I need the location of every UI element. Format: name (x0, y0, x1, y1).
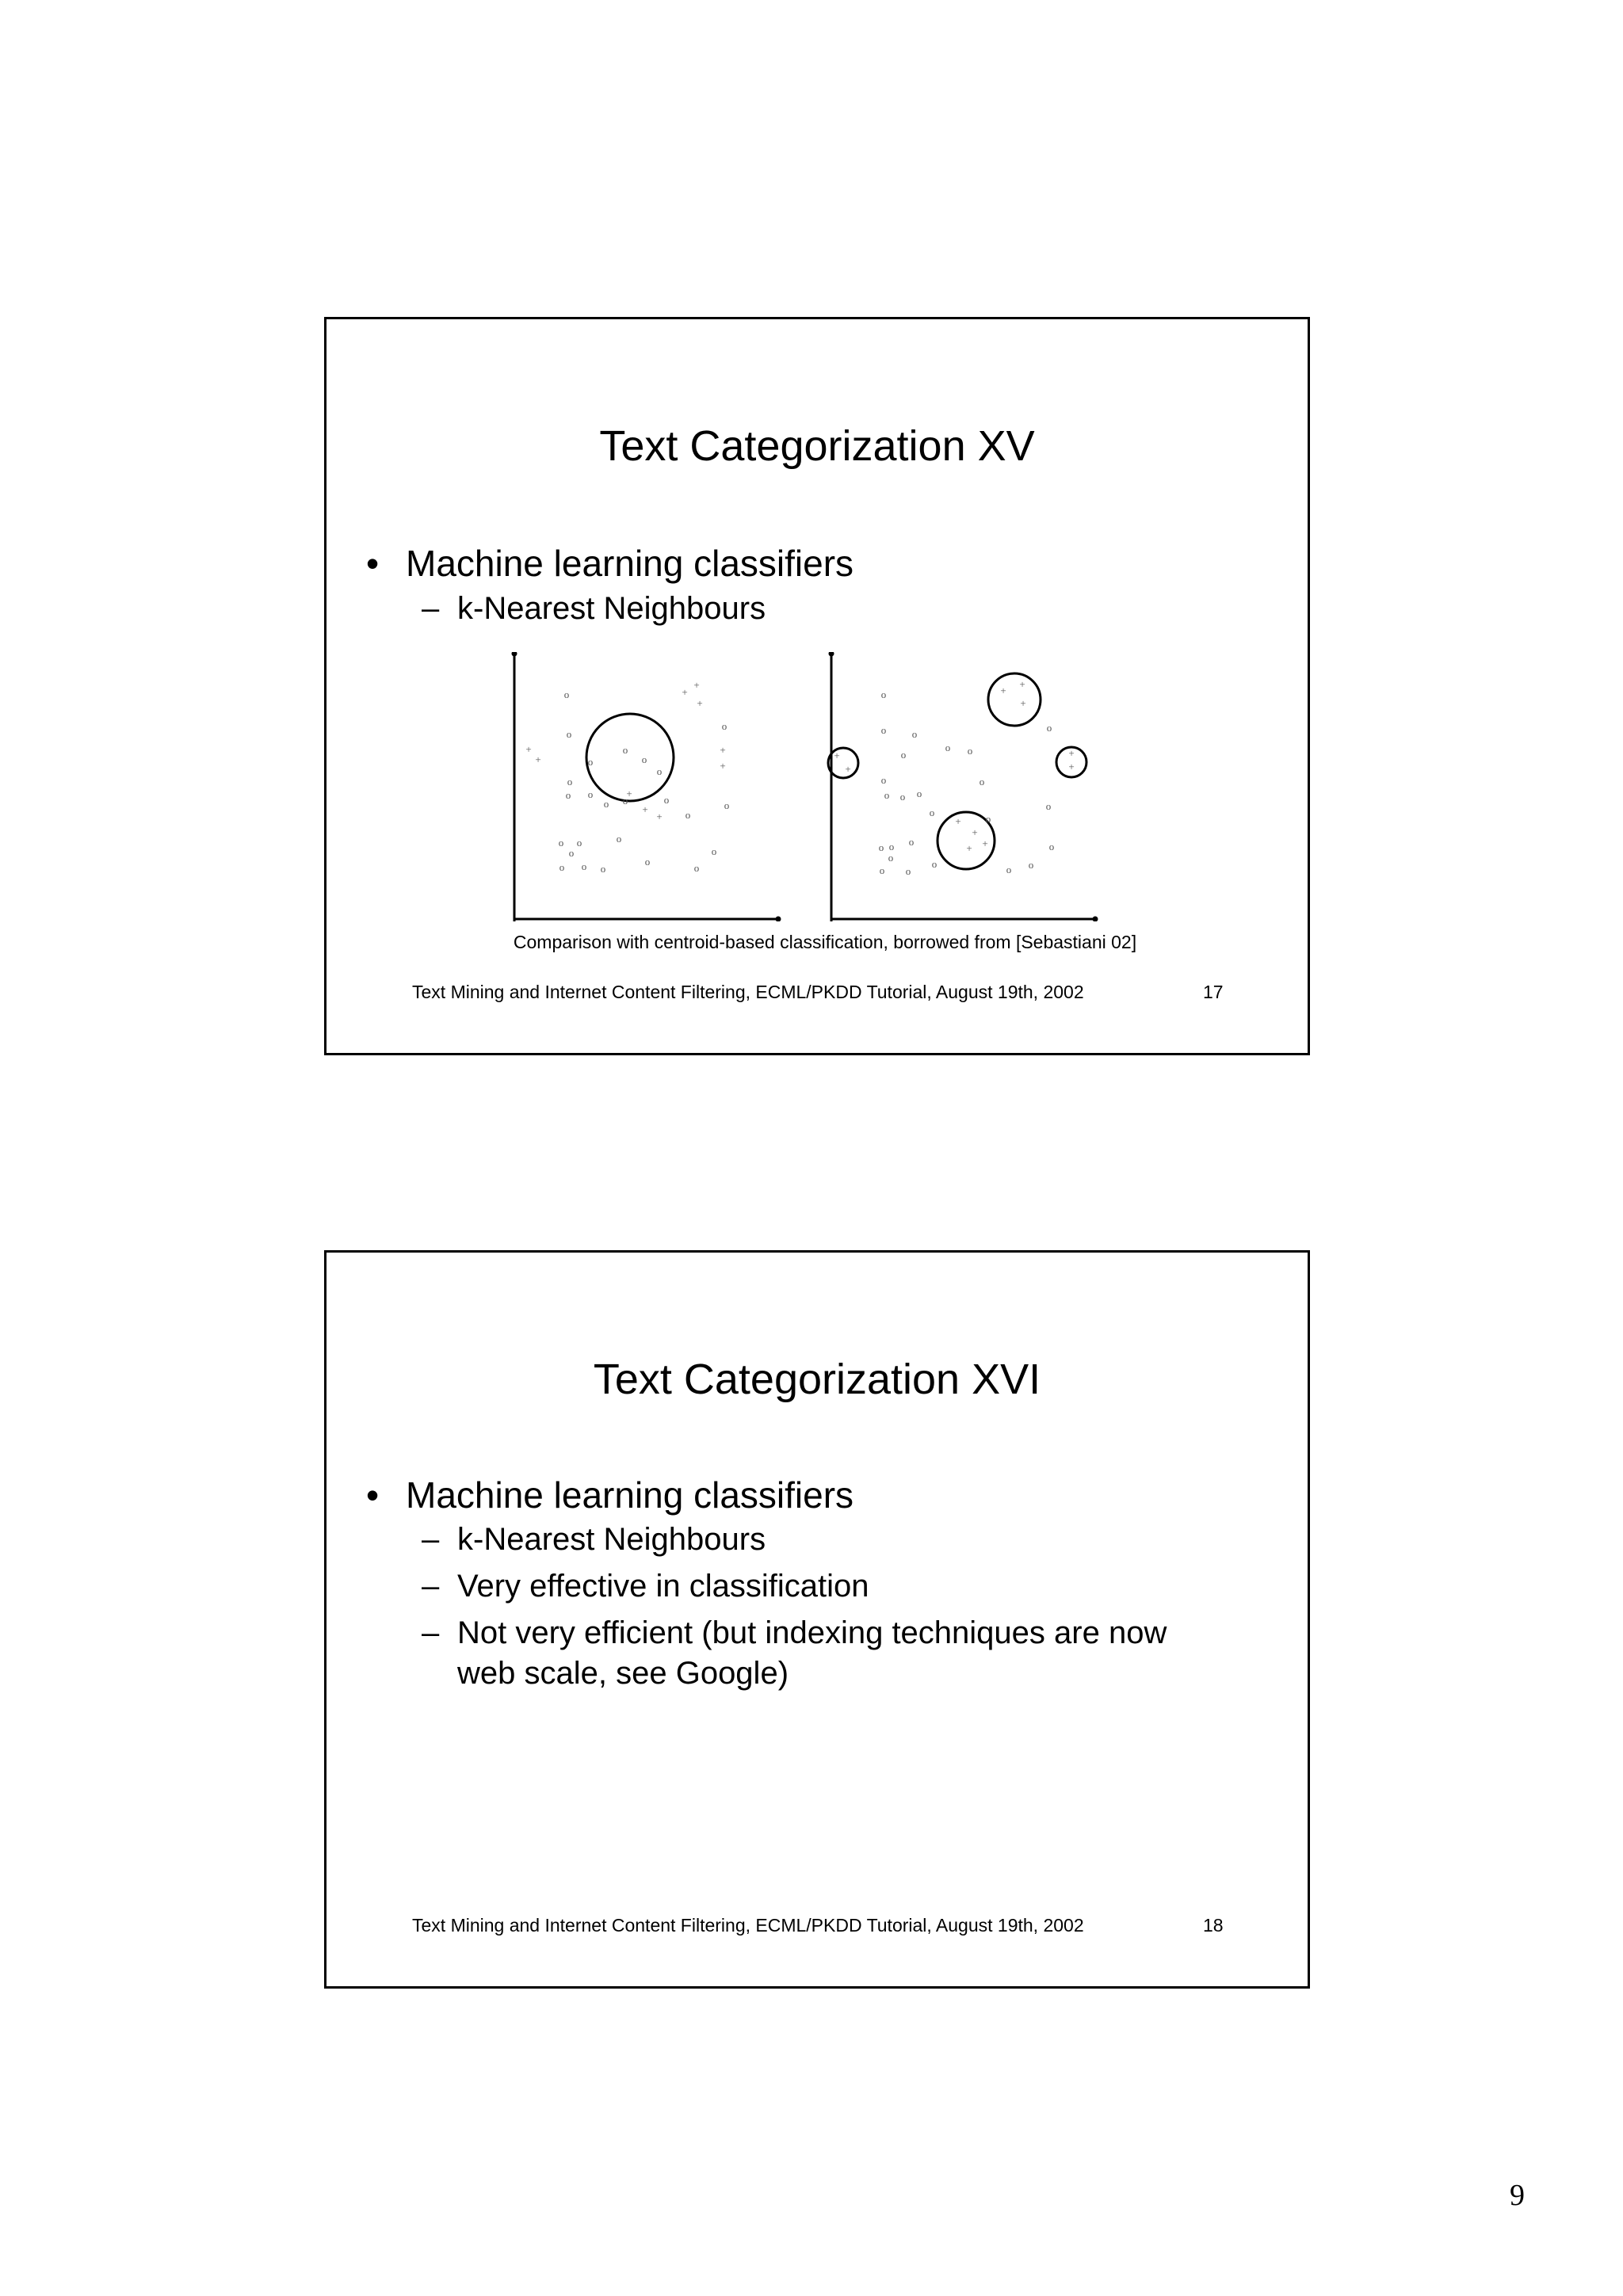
svg-text:o: o (622, 795, 628, 807)
slide-number: 17 (1203, 982, 1224, 1002)
svg-text:o: o (600, 863, 606, 875)
svg-text:o: o (888, 852, 894, 864)
slide-footer: Text Mining and Internet Content Filtering, ECML/PKDD Tutorial, August 19th, 2002 (412, 982, 1084, 1002)
svg-text:o: o (644, 856, 651, 868)
knn-figure-svg (497, 652, 1147, 921)
svg-text:o: o (663, 794, 670, 806)
svg-text:+: + (656, 810, 663, 822)
sub-bullet-item (422, 1563, 869, 1609)
svg-text:+: + (955, 815, 961, 827)
svg-text:o: o (685, 809, 691, 821)
svg-text:+: + (682, 686, 688, 698)
neighbour-circle (828, 748, 858, 778)
svg-text:+: + (693, 679, 700, 691)
knn-comparison-figure (497, 652, 1147, 925)
svg-text:o: o (566, 728, 572, 740)
svg-text:+: + (982, 837, 988, 849)
svg-text:o: o (911, 728, 918, 740)
svg-text:o: o (1046, 722, 1052, 734)
svg-text:o: o (568, 847, 575, 859)
dash-marker: – (422, 1522, 440, 1557)
svg-text:+: + (535, 753, 541, 765)
bullet-marker: • (366, 543, 380, 584)
slide-footer: Text Mining and Internet Content Filtering, ECML/PKDD Tutorial, August 19th, 2002 (412, 1915, 1084, 1936)
dash-marker: – (422, 1569, 440, 1604)
svg-text:o: o (1045, 800, 1052, 812)
svg-text:+: + (720, 744, 726, 756)
svg-text:o: o (558, 837, 564, 849)
slide-title: Text Categorization XVI (593, 1356, 1041, 1403)
svg-text:+: + (845, 763, 851, 775)
svg-text:+: + (1068, 761, 1075, 772)
svg-text:o: o (880, 774, 887, 786)
svg-text:o: o (616, 833, 622, 845)
svg-text:o: o (985, 813, 991, 825)
svg-text:o: o (888, 841, 895, 852)
sub-bullet-text: k-Nearest Neighbours (457, 591, 766, 626)
figure-graphics (513, 652, 1097, 921)
sub-bullet-text: web scale, see Google) (457, 1656, 789, 1691)
svg-text:o: o (1006, 864, 1012, 875)
svg-text:+: + (525, 743, 532, 755)
svg-text:o: o (1028, 859, 1034, 871)
svg-text:o: o (656, 765, 663, 777)
bullet-text: Machine learning classifiers (406, 543, 854, 584)
svg-text:+: + (1068, 747, 1075, 759)
svg-text:o: o (567, 776, 573, 788)
svg-text:o: o (905, 865, 911, 877)
svg-text:+: + (834, 749, 840, 761)
svg-text:o: o (693, 862, 700, 874)
neighbour-circle (988, 673, 1041, 726)
bullet-text: Machine learning classifiers (406, 1474, 854, 1516)
svg-text:o: o (587, 756, 594, 768)
sub-bullet-item (422, 585, 766, 631)
svg-text:o: o (884, 789, 890, 801)
svg-text:o: o (1048, 841, 1055, 852)
sub-bullet-continuation (457, 1650, 789, 1696)
sub-bullet-text: Not very efficient (but indexing techniques are now (457, 1615, 1167, 1650)
svg-text:o: o (908, 836, 915, 848)
svg-text:+: + (1020, 697, 1026, 709)
svg-text:+: + (697, 697, 703, 709)
svg-text:o: o (931, 858, 938, 870)
svg-text:+: + (720, 760, 726, 772)
slide-title: Text Categorization XV (599, 422, 1035, 470)
svg-text:+: + (972, 826, 978, 838)
sub-bullet-text: k-Nearest Neighbours (457, 1522, 766, 1557)
dash-marker: – (422, 1615, 440, 1650)
svg-text:o: o (878, 841, 884, 853)
bullet-item (366, 543, 854, 584)
svg-text:+: + (626, 788, 632, 799)
svg-text:o: o (559, 861, 565, 873)
slide-number: 18 (1203, 1915, 1224, 1936)
svg-text:o: o (724, 799, 730, 811)
svg-text:o: o (979, 776, 985, 788)
slide-18 (324, 1250, 1310, 1989)
bullet-marker: • (366, 1474, 380, 1516)
svg-text:o: o (899, 791, 906, 803)
dash-marker: – (422, 591, 440, 626)
svg-text:+: + (1019, 678, 1025, 690)
slide-17 (324, 317, 1310, 1055)
svg-text:o: o (711, 845, 717, 857)
figure-caption: Comparison with centroid-based classification, borrowed from [Sebastiani 02] (513, 932, 1137, 952)
svg-text:o: o (879, 864, 885, 876)
svg-text:o: o (929, 807, 935, 818)
svg-text:o: o (581, 860, 587, 872)
left-points (525, 679, 729, 875)
sub-bullet-item (422, 1610, 1167, 1656)
svg-text:o: o (880, 688, 887, 700)
svg-text:o: o (603, 798, 609, 810)
page-number: 9 (1510, 2179, 1525, 2212)
bullet-item (366, 1474, 854, 1516)
svg-text:o: o (880, 724, 887, 736)
sub-bullet-item (422, 1516, 766, 1562)
svg-text:o: o (967, 745, 973, 757)
svg-text:+: + (1000, 685, 1006, 696)
sub-bullet-text: Very effective in classification (457, 1569, 869, 1604)
svg-text:o: o (945, 742, 951, 753)
svg-text:+: + (642, 803, 648, 815)
svg-text:o: o (916, 788, 922, 799)
svg-text:o: o (622, 744, 628, 756)
svg-text:o: o (565, 789, 571, 801)
svg-text:+: + (966, 842, 972, 854)
svg-text:o: o (900, 749, 907, 761)
svg-text:o: o (587, 788, 594, 800)
svg-text:o: o (563, 688, 570, 700)
svg-text:o: o (721, 720, 727, 732)
svg-text:o: o (576, 837, 582, 849)
svg-text:o: o (641, 753, 647, 765)
